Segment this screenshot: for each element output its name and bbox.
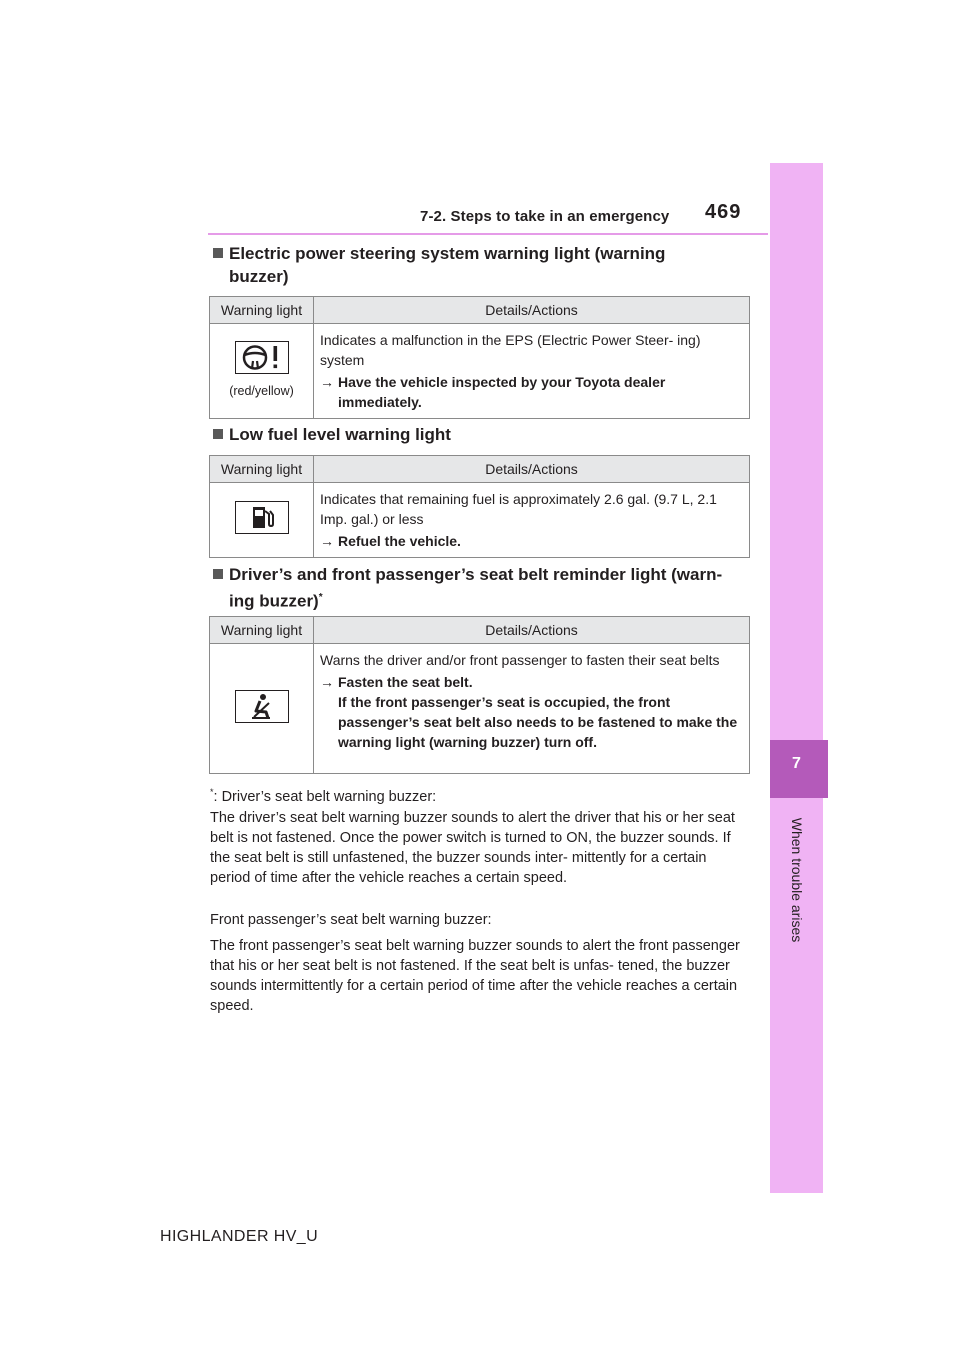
action-item xyxy=(320,672,743,752)
column-header-details: Details/Actions xyxy=(314,456,750,483)
details-cell xyxy=(314,324,750,419)
details-text: Indicates a malfunction in the EPS (Electric Power Steer- ing) system xyxy=(320,332,701,368)
column-header-details: Details/Actions xyxy=(314,617,750,644)
page-number: 469 xyxy=(705,201,742,223)
footnote-mark: * xyxy=(210,787,214,797)
warning-icon-cell xyxy=(210,324,314,419)
steering-warning-icon xyxy=(235,341,289,374)
footnote: *: Driver’s seat belt warning buzzer: xyxy=(210,787,437,805)
square-bullet-icon xyxy=(213,429,223,439)
paragraph-passenger-heading: Front passenger’s seat belt warning buzzer: xyxy=(210,912,492,928)
arrow-right-icon: → xyxy=(320,374,334,390)
section-heading-seat-belt: Driver’s and front passenger’s seat belt reminder light (warn- ing buzzer)* xyxy=(213,563,722,613)
fuel-pump-icon xyxy=(235,501,289,534)
fuel-warning-table xyxy=(209,455,750,558)
action-item xyxy=(320,372,743,412)
seat-belt-icon xyxy=(235,690,289,723)
details-text: Indicates that remaining fuel is approximately 2.6 gal. (9.7 L, 2.1 Imp. gal.) or less xyxy=(320,491,717,527)
details-cell xyxy=(314,483,750,558)
arrow-right-icon: → xyxy=(320,674,334,690)
paragraph-driver-buzzer: The driver’s seat belt warning buzzer sounds to alert the driver that his or her seat belt is not fastened. Once the power switch is turned to ON, the buzzer sounds. If the seat belt is still unfastened, the buzzer sounds inter- mittently for a certain period of time after the vehicle reaches a certain speed. xyxy=(210,810,735,886)
chapter-side-tab xyxy=(770,163,823,1193)
chapter-title: When trouble arises xyxy=(789,817,805,943)
warning-icon-cell xyxy=(210,483,314,558)
header-divider xyxy=(208,233,768,235)
eps-warning-table xyxy=(209,296,750,419)
column-header-details: Details/Actions xyxy=(314,297,750,324)
section-heading-eps: Electric power steering system warning light (warning buzzer) xyxy=(213,242,665,288)
icon-color-note: (red/yellow) xyxy=(229,384,294,398)
footnote-mark: * xyxy=(318,592,323,603)
action-text: Refuel the vehicle. xyxy=(338,533,461,549)
action-text: Fasten the seat belt. xyxy=(338,674,473,690)
square-bullet-icon xyxy=(213,569,223,579)
warning-icon-cell xyxy=(210,644,314,774)
action-extra-text: If the front passenger’s seat is occupied, the front passenger’s seat belt also needs to be fastened to make the warning light (warning buzzer) turn off. xyxy=(338,694,738,750)
action-item xyxy=(320,531,743,551)
section-heading-fuel: Low fuel level warning light xyxy=(213,423,451,446)
paragraph-passenger-buzzer: The front passenger’s seat belt warning buzzer sounds to alert the front passenger that his or her seat belt is not fastened. If the seat belt is unfas- tened, the buzzer sounds intermittently for a certain period of time after the vehicle reaches a certain speed. xyxy=(210,938,740,1014)
chapter-number: 7 xyxy=(792,755,801,772)
seat-belt-warning-table xyxy=(209,616,750,774)
column-header-warning-light: Warning light xyxy=(210,617,314,644)
arrow-right-icon: → xyxy=(320,533,334,549)
action-text: Have the vehicle inspected by your Toyota dealer immediately. xyxy=(338,374,666,410)
footer-model: HIGHLANDER HV_U xyxy=(160,1228,319,1245)
column-header-warning-light: Warning light xyxy=(210,456,314,483)
square-bullet-icon xyxy=(213,248,223,258)
details-text: Warns the driver and/or front passenger to fasten their seat belts xyxy=(320,652,720,668)
column-header-warning-light: Warning light xyxy=(210,297,314,324)
section-title: 7-2. Steps to take in an emergency xyxy=(420,208,670,225)
details-cell xyxy=(314,644,750,774)
